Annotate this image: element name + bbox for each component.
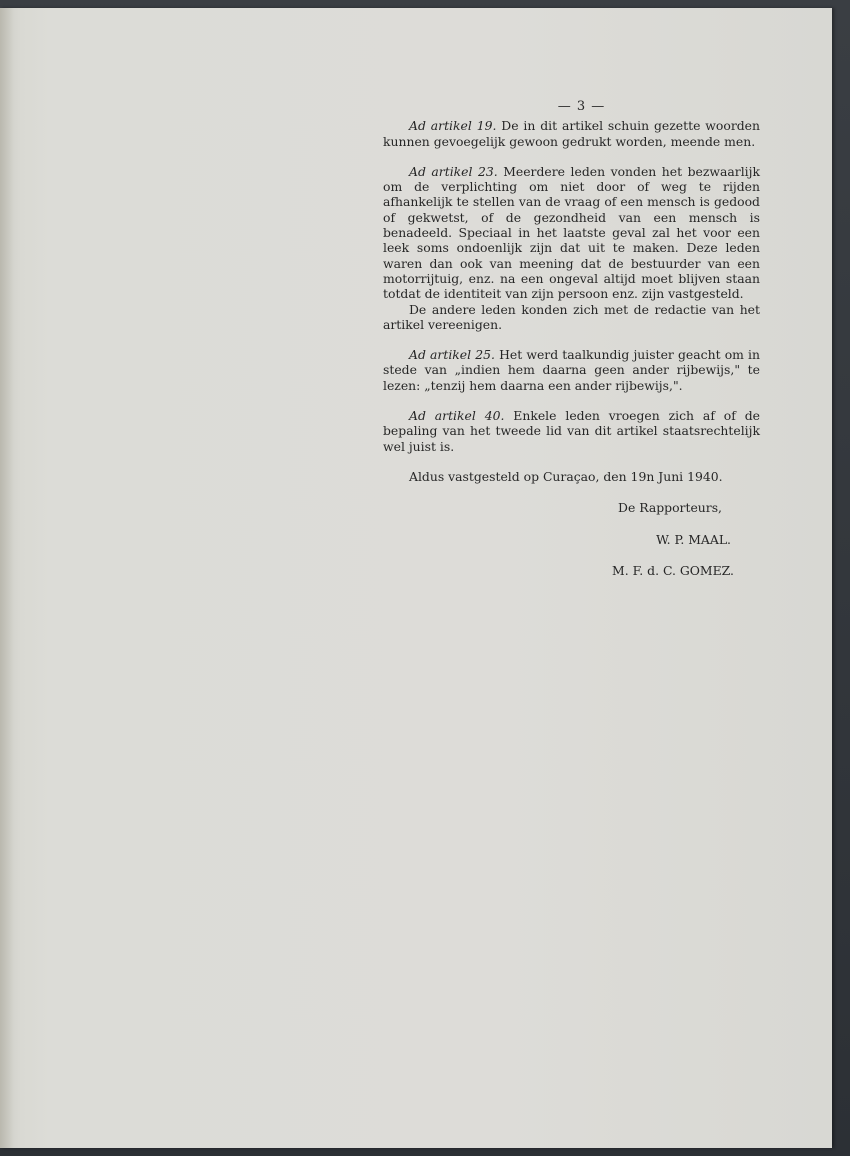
paragraph-artikel-23-continuation: De andere leden konden zich met de redactie van het artikel vereenigen. [383,301,760,332]
section-heading: Ad artikel 19. [409,118,497,134]
section-heading: Ad artikel 25. [409,347,495,363]
paragraph-artikel-23 [383,164,760,302]
paragraph-text: Meerdere leden vonden het bezwaarlijk om de verplichting om niet door of weg te rijden afhankelijk te stellen van de vraag of een mensch is gedood of gekwetst, of de gezondheid van een mensch is benadeeld. Speciaal in het laatste geval zal het voor een leek soms ondoenlijk zijn dat uit te maken. Deze leden waren dan ook van meening dat de bestuurder van een motorrijtuig, enz. na een ongeval altijd moet blijven staan totdat de identiteit van zijn persoon enz. zijn vastgesteld. [383,163,760,302]
page-edge-shadow [0,8,14,1148]
signatory-name-1: W. P. MAAL. [656,531,731,547]
signatory-name-2: M. F. d. C. GOMEZ. [612,562,734,578]
paragraph-artikel-25 [383,347,760,393]
section-heading: Ad artikel 23. [409,163,498,179]
signatory-title: De Rapporteurs, [618,500,722,516]
paragraph-text: Enkele leden vroegen zich af of de bepaling van het tweede lid van dit artikel staatsrechtelijk wel juist is. [383,408,760,454]
section-heading: Ad artikel 40. [409,408,505,424]
paragraph-artikel-19 [383,118,760,149]
document-body [383,99,760,594]
page-number: — 3 — [557,99,606,114]
paragraph-text: Het werd taalkundig juister geacht om in stede van „indien hem daarna geen ander rijbewijs," te lezen: „tenzij hem daarna een ander rijbewijs,". [383,347,760,393]
signature-block [383,500,760,578]
date-line: Aldus vastgesteld op Curaçao, den 19n Juni 1940. [409,468,723,484]
paragraph-artikel-40 [383,408,760,454]
paragraph-text: De in dit artikel schuin gezette woorden kunnen gevoegelijk gewoon gedrukt worden, meende men. [383,118,760,149]
